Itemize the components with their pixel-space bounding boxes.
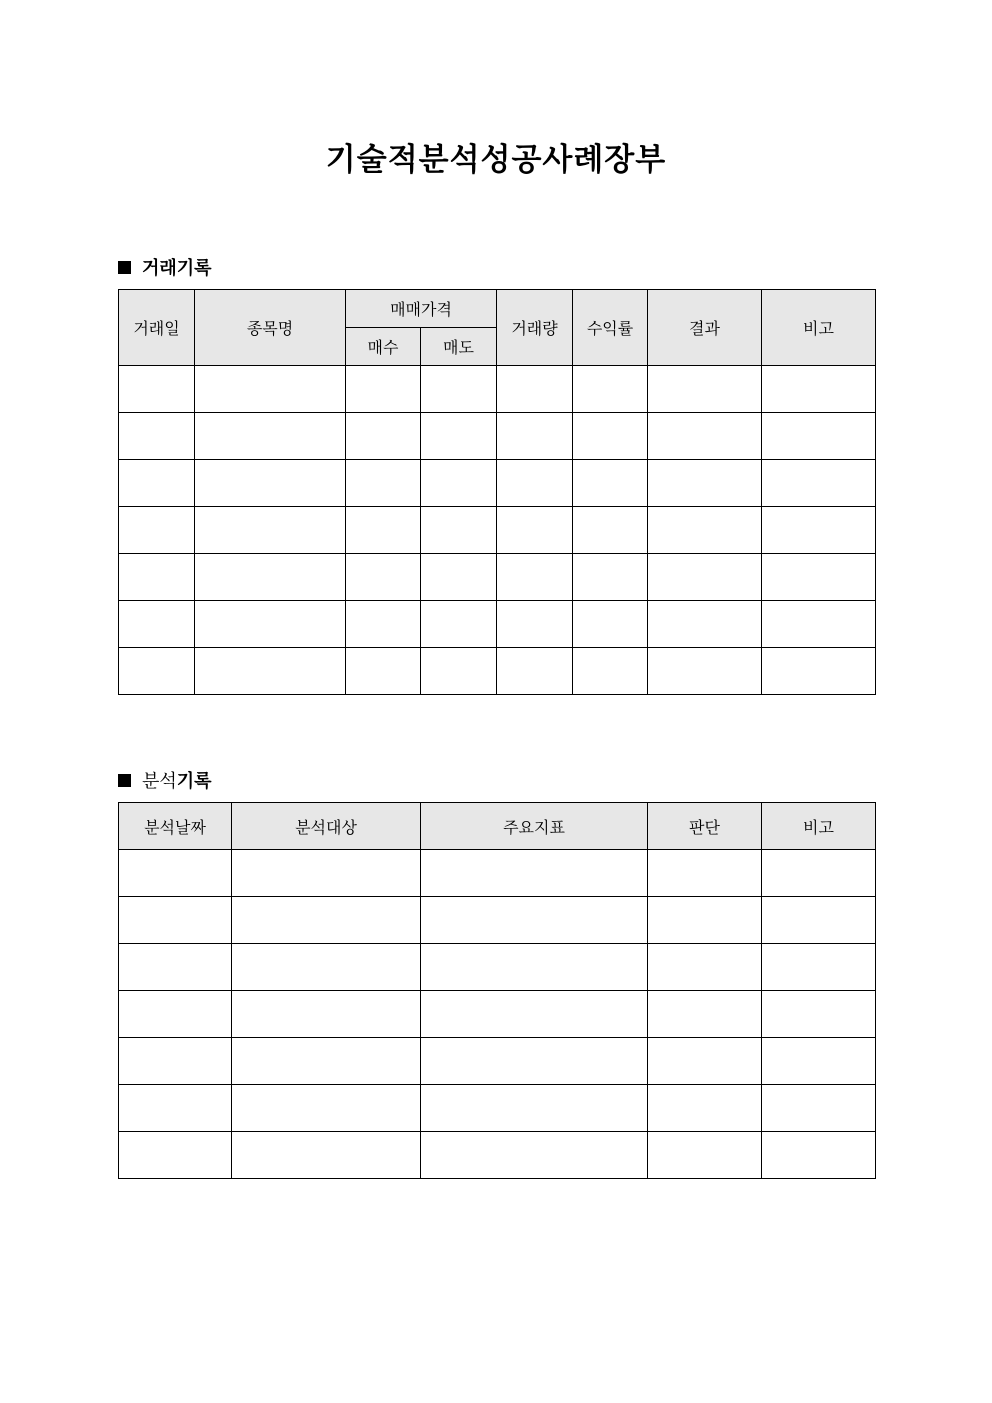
table-cell[interactable]	[648, 648, 762, 695]
table-cell[interactable]	[762, 366, 876, 413]
header-volume: 거래량	[497, 290, 573, 366]
table-cell[interactable]	[195, 366, 346, 413]
table-cell[interactable]	[762, 1038, 876, 1085]
table-cell[interactable]	[421, 554, 497, 601]
table-cell[interactable]	[648, 944, 762, 991]
table-row	[119, 648, 876, 695]
table-cell[interactable]	[195, 648, 346, 695]
table-row	[119, 1132, 876, 1179]
document-title: 기술적분석성공사례장부	[325, 142, 667, 178]
table-cell[interactable]	[195, 460, 346, 507]
table-cell[interactable]	[497, 366, 573, 413]
table-cell[interactable]	[421, 1038, 648, 1085]
table-cell[interactable]	[648, 507, 762, 554]
table-cell[interactable]	[648, 413, 762, 460]
table-cell[interactable]	[497, 507, 573, 554]
header-remarks: 비고	[762, 290, 876, 366]
table-cell[interactable]	[497, 648, 573, 695]
table-cell[interactable]	[232, 1085, 421, 1132]
table-cell[interactable]	[648, 554, 762, 601]
trade-section-heading	[118, 254, 212, 280]
table-row	[119, 991, 876, 1038]
table-row	[119, 507, 876, 554]
header-judgment: 판단	[648, 803, 762, 850]
table-row	[119, 460, 876, 507]
table-row	[119, 1038, 876, 1085]
table-cell[interactable]	[119, 1038, 232, 1085]
table-cell[interactable]	[421, 944, 648, 991]
table-cell[interactable]	[573, 648, 648, 695]
table-cell[interactable]	[119, 460, 195, 507]
table-cell[interactable]	[762, 507, 876, 554]
table-cell[interactable]	[346, 366, 421, 413]
table-cell[interactable]	[648, 1038, 762, 1085]
table-cell[interactable]	[195, 507, 346, 554]
table-cell[interactable]	[648, 1132, 762, 1179]
table-cell[interactable]	[762, 648, 876, 695]
table-cell[interactable]	[119, 991, 232, 1038]
table-cell[interactable]	[573, 413, 648, 460]
table-cell[interactable]	[119, 850, 232, 897]
header-return-rate: 수익률	[573, 290, 648, 366]
table-cell[interactable]	[421, 991, 648, 1038]
table-cell[interactable]	[119, 944, 232, 991]
table-cell[interactable]	[648, 601, 762, 648]
square-bullet-icon	[118, 261, 131, 274]
table-row	[119, 554, 876, 601]
table-cell[interactable]	[762, 944, 876, 991]
table-cell[interactable]	[195, 601, 346, 648]
analysis-table-body	[119, 850, 876, 1179]
table-cell[interactable]	[497, 554, 573, 601]
table-cell[interactable]	[421, 413, 497, 460]
table-cell[interactable]	[119, 897, 232, 944]
table-cell[interactable]	[648, 1085, 762, 1132]
table-cell[interactable]	[421, 366, 497, 413]
table-cell[interactable]	[195, 413, 346, 460]
table-cell[interactable]	[762, 554, 876, 601]
analysis-record-table	[118, 802, 876, 1179]
table-cell[interactable]	[232, 944, 421, 991]
table-cell[interactable]	[573, 554, 648, 601]
header-trade-price: 매매가격	[346, 290, 497, 328]
table-cell[interactable]	[648, 897, 762, 944]
table-cell[interactable]	[232, 850, 421, 897]
table-cell[interactable]	[762, 601, 876, 648]
table-row	[119, 1085, 876, 1132]
table-cell[interactable]	[497, 413, 573, 460]
table-cell[interactable]	[421, 850, 648, 897]
header-result: 결과	[648, 290, 762, 366]
header-analysis-target: 분석대상	[232, 803, 421, 850]
table-cell[interactable]	[421, 507, 497, 554]
analysis-section-title-part2: 기록	[176, 771, 212, 792]
table-cell[interactable]	[648, 460, 762, 507]
table-cell[interactable]	[648, 850, 762, 897]
table-row	[119, 601, 876, 648]
table-cell[interactable]	[421, 460, 497, 507]
table-cell[interactable]	[346, 460, 421, 507]
header-stock-name: 종목명	[195, 290, 346, 366]
header-trade-date: 거래일	[119, 290, 195, 366]
table-cell[interactable]	[119, 507, 195, 554]
table-cell[interactable]	[648, 991, 762, 1038]
table-cell[interactable]	[421, 601, 497, 648]
table-cell[interactable]	[346, 413, 421, 460]
header-sell: 매도	[421, 328, 497, 366]
table-cell[interactable]	[346, 554, 421, 601]
table-cell[interactable]	[497, 601, 573, 648]
table-row	[119, 366, 876, 413]
analysis-section-heading	[118, 767, 212, 793]
table-cell[interactable]	[119, 1085, 232, 1132]
header-key-indicator: 주요지표	[421, 803, 648, 850]
table-cell[interactable]	[573, 366, 648, 413]
table-row	[119, 944, 876, 991]
table-cell[interactable]	[421, 648, 497, 695]
table-cell[interactable]	[573, 460, 648, 507]
header-analysis-date: 분석날짜	[119, 803, 232, 850]
table-cell[interactable]	[573, 507, 648, 554]
table-cell[interactable]	[762, 1132, 876, 1179]
header-remarks: 비고	[762, 803, 876, 850]
table-cell[interactable]	[119, 648, 195, 695]
table-cell[interactable]	[421, 1085, 648, 1132]
table-cell[interactable]	[232, 991, 421, 1038]
table-cell[interactable]	[346, 601, 421, 648]
square-bullet-icon	[118, 774, 131, 787]
table-cell[interactable]	[119, 1132, 232, 1179]
table-cell[interactable]	[119, 366, 195, 413]
table-row	[119, 850, 876, 897]
table-row	[119, 897, 876, 944]
analysis-section-title-part1: 분석	[142, 771, 177, 792]
table-cell[interactable]	[762, 991, 876, 1038]
table-cell[interactable]	[232, 1132, 421, 1179]
table-cell[interactable]	[421, 1132, 648, 1179]
table-cell[interactable]	[232, 897, 421, 944]
table-cell[interactable]	[762, 1085, 876, 1132]
table-cell[interactable]	[497, 460, 573, 507]
header-buy: 매수	[346, 328, 421, 366]
table-row	[119, 413, 876, 460]
table-cell[interactable]	[648, 366, 762, 413]
trade-table-body	[119, 366, 876, 695]
trade-record-table	[118, 289, 876, 695]
table-cell[interactable]	[573, 601, 648, 648]
table-cell[interactable]	[195, 554, 346, 601]
table-cell[interactable]	[119, 554, 195, 601]
table-cell[interactable]	[762, 413, 876, 460]
trade-section-title: 거래기록	[142, 258, 212, 279]
table-cell[interactable]	[346, 507, 421, 554]
table-cell[interactable]	[119, 413, 195, 460]
table-cell[interactable]	[346, 648, 421, 695]
table-cell[interactable]	[421, 897, 648, 944]
table-cell[interactable]	[762, 850, 876, 897]
table-cell[interactable]	[762, 460, 876, 507]
table-cell[interactable]	[762, 897, 876, 944]
table-cell[interactable]	[119, 601, 195, 648]
table-cell[interactable]	[232, 1038, 421, 1085]
